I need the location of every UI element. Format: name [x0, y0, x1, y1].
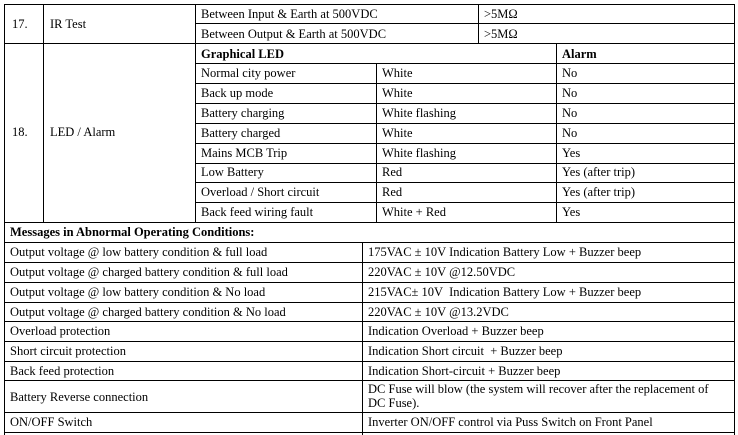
led-condition: Normal city power [201, 66, 296, 80]
led-line-3 [195, 103, 735, 104]
abnormal-message: Inverter ON/OFF control via Puss Switch on Front Panel [368, 415, 653, 429]
abnormal-message: Indication Short-circuit + Buzzer beep [368, 364, 561, 378]
abn-line-5 [4, 341, 735, 342]
abnormal-condition: Short circuit protection [10, 344, 126, 358]
led-alarm: No [562, 126, 578, 140]
ir-test-label-1: Between Input & Earth at 500VDC [201, 7, 378, 21]
led-line-4 [195, 123, 735, 124]
ir-test-value-1: >5MΩ [484, 7, 518, 21]
row18-number: 18. [12, 125, 28, 139]
col-num-divider [43, 4, 44, 222]
abnormal-message: 215VAC± 10V Indication Battery Low + Buzzer beep [368, 285, 642, 299]
border-left [4, 4, 5, 435]
abn-line-3 [4, 302, 735, 303]
abnormal-section-title: Messages in Abnormal Operating Conditions: [10, 225, 255, 239]
led-color: White [382, 66, 413, 80]
led-alarm: No [562, 86, 578, 100]
led-line-8 [195, 202, 735, 203]
abn-line-4 [4, 321, 735, 322]
led-alarm: No [562, 66, 578, 80]
abn-col-divider [362, 242, 363, 435]
abnormal-condition: Back feed protection [10, 364, 115, 378]
alarm-header: Alarm [562, 47, 597, 61]
abnormal-message: DC Fuse will blow (the system will recover after the replacement of DC Fuse). [368, 382, 709, 410]
abn-line-9 [4, 432, 735, 433]
led-alarm: Yes [562, 205, 581, 219]
led-color: Red [382, 165, 403, 179]
abnormal-condition: Output voltage @ charged battery condition & full load [10, 265, 288, 279]
ir-test-value-2: >5MΩ [484, 27, 518, 41]
abnormal-condition: Output voltage @ charged battery condition & No load [10, 305, 286, 319]
led-condition: Battery charging [201, 106, 285, 120]
abnormal-condition: Battery Reverse connection [10, 390, 149, 404]
led-alarm: Yes (after trip) [562, 185, 636, 199]
led-color: Red [382, 185, 403, 199]
led-line-7 [195, 182, 735, 183]
border-top [4, 4, 735, 5]
led-line-2 [195, 83, 735, 84]
led-line-5 [195, 143, 735, 144]
led-color: White flashing [382, 106, 456, 120]
abnormal-message: 175VAC ± 10V Indication Battery Low + Buzzer beep [368, 245, 642, 259]
abnormal-condition: Overload protection [10, 324, 111, 338]
abnormal-condition: ON/OFF Switch [10, 415, 93, 429]
row18-item: LED / Alarm [50, 125, 116, 139]
abn-line-7 [4, 380, 735, 381]
led-color: White + Red [382, 205, 446, 219]
abnormal-message: 220VAC ± 10V @13.2VDC [368, 305, 509, 319]
abn-line-1 [4, 262, 735, 263]
led-condition: Mains MCB Trip [201, 146, 288, 160]
led-condition: Battery charged [201, 126, 281, 140]
ir-test-label-2: Between Output & Earth at 500VDC [201, 27, 387, 41]
abn-line-6 [4, 361, 735, 362]
led-alarm: Yes (after trip) [562, 165, 636, 179]
abnormal-message: Indication Overload + Buzzer beep [368, 324, 544, 338]
alarm-col-divider [556, 43, 557, 222]
abnormal-message: 220VAC ± 10V @12.50VDC [368, 265, 516, 279]
abn-title-bottom [4, 242, 735, 243]
led-line-6 [195, 163, 735, 164]
row17-bottom [4, 43, 735, 44]
led-color: White [382, 126, 413, 140]
led-color: White flashing [382, 146, 456, 160]
abnormal-condition: Output voltage @ low battery condition & No load [10, 285, 266, 299]
col-item-divider [195, 4, 196, 222]
led-alarm: Yes [562, 146, 581, 160]
led-condition: Low Battery [201, 165, 264, 179]
row17-number: 17. [12, 17, 28, 31]
led-alarm: No [562, 106, 578, 120]
abnormal-condition: Output voltage @ low battery condition & full load [10, 245, 268, 259]
row17-item: IR Test [50, 17, 87, 31]
border-right [734, 4, 735, 435]
led-color: White [382, 86, 413, 100]
ir-mid-line [195, 23, 735, 24]
abn-line-2 [4, 282, 735, 283]
led-condition: Back up mode [201, 86, 274, 100]
abnormal-message: Indication Short circuit + Buzzer beep [368, 344, 563, 358]
graphical-led-header: Graphical LED [201, 47, 284, 61]
led-condition: Overload / Short circuit [201, 185, 320, 199]
led-line-1 [195, 63, 735, 64]
row18-bottom [4, 222, 735, 223]
abn-line-8 [4, 412, 735, 413]
led-condition: Back feed wiring fault [201, 205, 314, 219]
